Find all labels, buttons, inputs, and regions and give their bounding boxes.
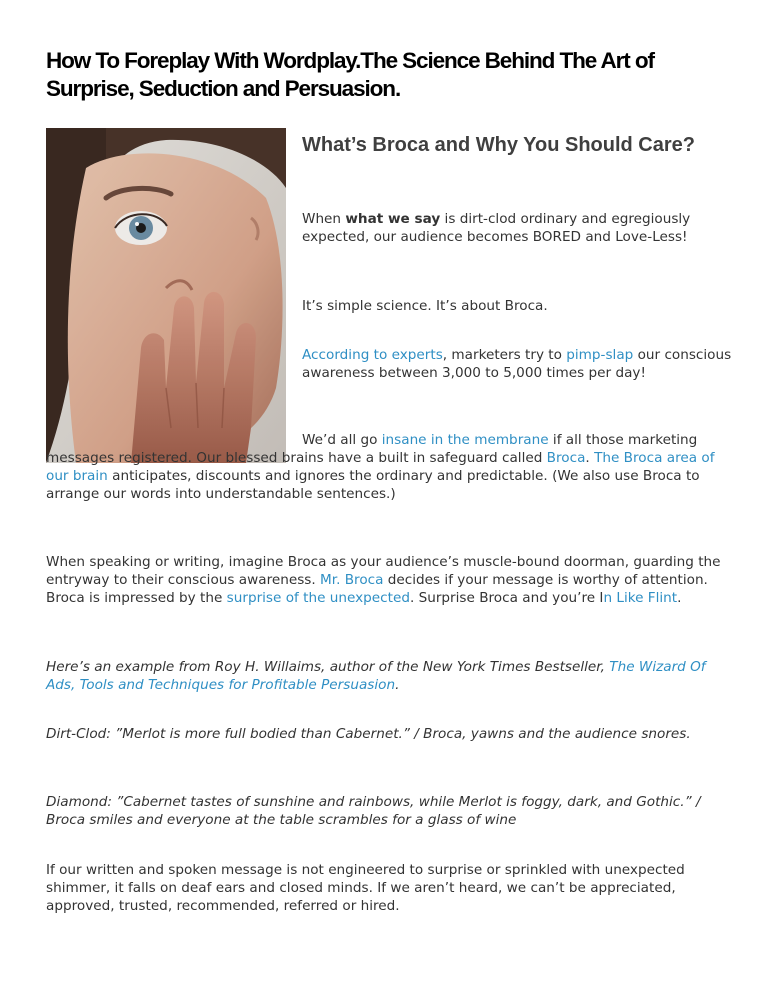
photo-surprised-woman (46, 128, 286, 463)
p6-text-b: . (395, 677, 400, 693)
paragraph-doorman (46, 553, 736, 607)
link-insane-in-the-membrane[interactable]: insane in the membrane (381, 432, 549, 448)
portrait-illustration (46, 128, 286, 463)
paragraph-simple-science: It’s simple science. It’s about Broca. (302, 298, 548, 314)
link-according-to-experts[interactable]: According to experts (302, 347, 443, 363)
p4-text-a: We’d all go (302, 432, 382, 448)
paragraph-experts (302, 346, 732, 382)
p5-text-d: . (677, 590, 682, 606)
p5-text-a: When speaking or writing, imagine Broca as your audience’s muscle-bound doorman, guarding the entryway to their conscious awareness. (46, 554, 721, 588)
p5-text-c: . Surprise Broca and you’re I (409, 590, 604, 606)
link-wizard-of-ads[interactable]: The Wizard Of Ads, Tools and Techniques for Profitable Persuasion (46, 659, 706, 693)
p3-text-a: , marketers try to (442, 347, 567, 363)
link-broca-area[interactable]: The Broca area of our brain (46, 450, 715, 484)
section-heading: What’s Broca and Why You Should Care? (302, 134, 695, 156)
paragraph-diamond: Diamond: ”Cabernet tastes of sunshine and rainbows, while Merlot is foggy, dark, and Gothic.” / Broca smiles and everyone at the table scrambles for a glass of wine (46, 794, 701, 828)
p6-text-a: Here’s an example from Roy H. Willaims, author of the New York Times Bestseller, (46, 659, 610, 675)
link-pimp-slap[interactable]: pimp-slap (566, 347, 634, 363)
p4-text-d: anticipates, discounts and ignores the ordinary and predictable. (We also use Broca to arrange our words into understandable sentences.) (46, 468, 700, 502)
page-title: How To Foreplay With Wordplay.The Science Behind The Art of Surprise, Seduction and Persuasion. (46, 48, 654, 101)
p3-text-b: our conscious awareness between 3,000 to 5,000 times per day! (302, 347, 732, 381)
p1-text-c: is dirt-clod ordinary and egregiously expected, our audience becomes BORED and Love-Less! (302, 211, 691, 245)
link-in-like-flint[interactable]: n Like Flint (603, 590, 678, 606)
link-surprise-of-the-unexpected[interactable]: surprise of the unexpected (226, 590, 410, 606)
paragraph-conclusion: If our written and spoken message is not engineered to surprise or sprinkled with unexpected shimmer, it falls on deaf ears and closed minds. If we aren’t heard, we can’t be appreciated, approved, trusted, recommended, referred or hired. (46, 862, 685, 914)
p4-text-b: if all those marketing messages registered. Our blessed brains have a built in safeguard called (46, 432, 698, 466)
paragraph-dirt-clod: Dirt-Clod: ”Merlot is more full bodied than Cabernet.” / Broca, yawns and the audience snores. (46, 726, 691, 742)
paragraph-intro (302, 210, 732, 246)
p1-text-a: When (302, 211, 346, 227)
paragraph-example-intro (46, 658, 736, 694)
paragraph-broca-safeguard (46, 431, 736, 503)
p5-text-b: decides if your message is worthy of attention. Broca is impressed by the (46, 572, 708, 606)
link-mr-broca[interactable]: Mr. Broca (320, 572, 384, 588)
link-broca[interactable]: Broca (546, 450, 586, 466)
p1-emphasis: what we say (345, 211, 441, 227)
p4-text-c: . (585, 450, 595, 466)
